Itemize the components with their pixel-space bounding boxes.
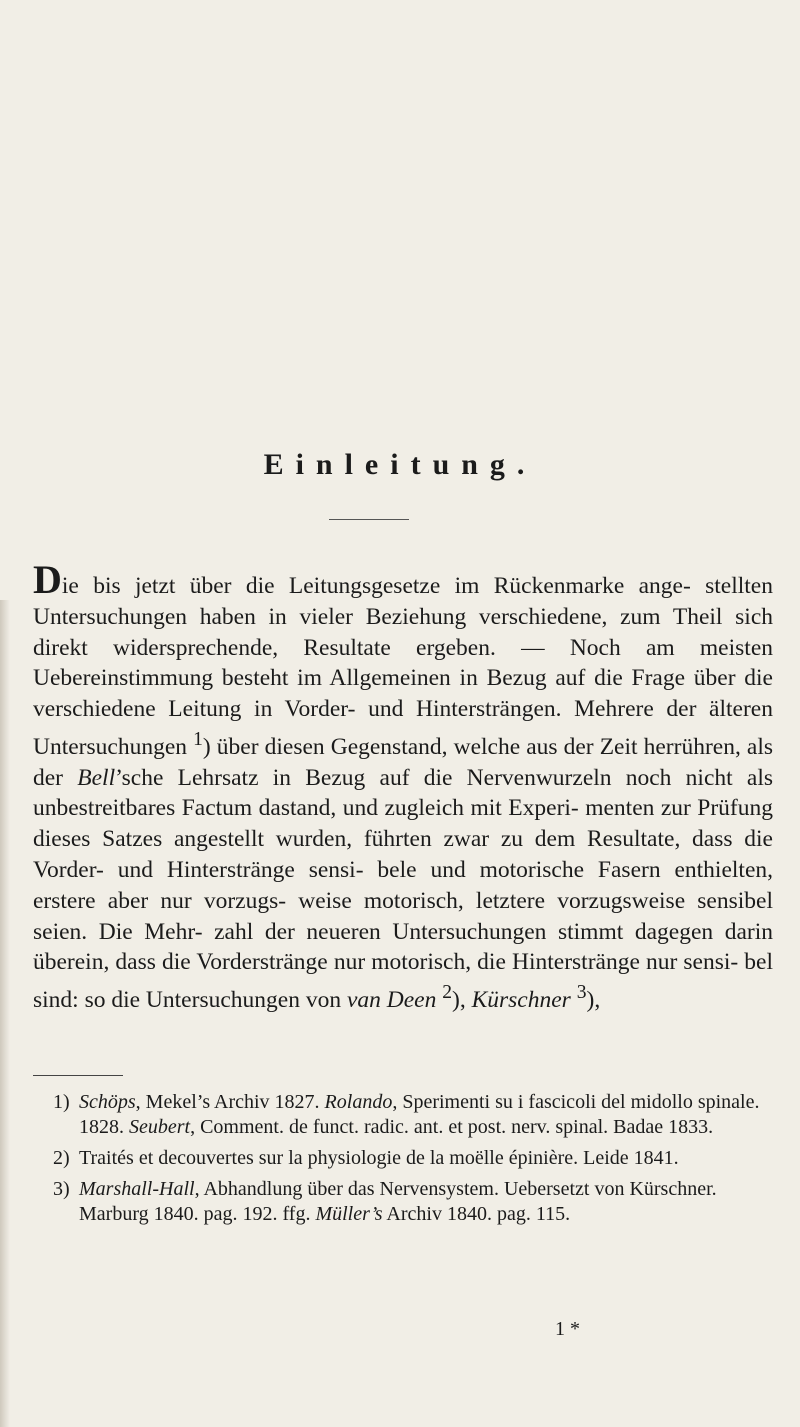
body-paragraph: Die bis jetzt über die Leitungsgesetze im Rückenmarke ange- stellten Untersuchungen haben in vieler Beziehung verschiedene, zum Theil sich direkt widersprechende, Resultate ergeben. — Noch am meisten Uebereinstimmung besteht im Allgemeinen in Bezug auf die Frage über die verschiedene Leitung in Vorder- und Hintersträngen. Mehrere der älteren Untersuchungen $^1$) über diesen Gegenstand, welche aus der Zeit herrühren, als der Bell’sche Lehrsatz in Bezug auf die Nervenwurzeln noch nicht als unbestreitbares Factum dastand, und zugleich mit Experi- menten zur Prüfung dieses Satzes angestellt wurden, führten zwar zu dem Resultate, dass die Vorder- und Hinterstränge sensi- bele und motorische Fasern enthielten, erstere aber nur vorzugs- weise motorisch, letztere vorzugsweise sensibel seien. Die Mehr- zahl der neueren Untersuchungen stimmt dagegen darin überein, dass die Vorderstränge nur motorisch, die Hinterstränge nur sensi- bel sind: so die Untersuchungen von van Deen $^2$), Kürschner $^3$),	[33, 557, 774, 1014]
footnote-number: 2)	[53, 1147, 70, 1169]
footnote-text: Archiv 1840. pag. 115.	[382, 1203, 571, 1225]
author-name: Müller’s	[315, 1203, 383, 1225]
author-name: Schöps	[79, 1091, 136, 1113]
footnotes	[33, 1090, 773, 1233]
body-text-segment: über diesen Gegenstand, welche aus der Zeit herrühren, als der	[33, 733, 774, 791]
footnote-number: 3)	[53, 1178, 70, 1200]
footnote-2	[33, 1146, 773, 1171]
binding-shadow	[0, 600, 10, 1427]
footnote-rule	[33, 1075, 123, 1076]
author-name: Rolando	[324, 1091, 393, 1113]
footnote-1	[33, 1090, 773, 1140]
chapter-heading: Einleitung.	[263, 448, 537, 481]
footnote-ref: 2	[442, 982, 453, 1004]
author-name: van Deen	[346, 987, 437, 1014]
body-text-segment: ’sche Lehrsatz in Bezug auf die Nervenwurzeln noch nicht als unbestreitbares Factum dastand, und zugleich mit Experi- menten zur Prüfung dieses Satzes angestellt wurden, führten zwar zu dem Resultate, dass die Vorder- und Hinterstränge sensi- bele und motorische Fasern enthielten, erstere aber nur vorzugs- weise motorisch, letztere vorzugsweise sensibel seien. Die Mehr- zahl der neueren Untersuchungen stimmt dagegen darin überein, dass die Vorderstränge nur motorisch, die Hinterstränge nur sensi- bel sind: so die Untersuchungen von	[33, 764, 773, 1014]
heading-rule	[329, 519, 409, 520]
drop-cap: D	[33, 557, 62, 602]
signature-mark: 1 *	[555, 1318, 580, 1340]
footnote-number: 1)	[53, 1091, 70, 1113]
footnote-ref: 3	[576, 982, 587, 1004]
footnote-text: Traités et decouvertes sur la physiologie de la moëlle épinière. Leide 1841.	[79, 1147, 679, 1169]
author-name: Marshall-Hall	[79, 1178, 195, 1200]
footnote-text: , Sperimenti su i fascicoli del midollo spinale. 1828.	[79, 1091, 760, 1138]
author-name: Bell	[77, 764, 116, 791]
footnote-text: , Mekel’s Archiv 1827.	[135, 1091, 325, 1113]
body-text-segment: ,	[594, 987, 601, 1014]
body-text-segment: ie bis jetzt über die Leitungsgesetze im Rückenmarke ange- stellten Untersuchungen haben in vieler Beziehung verschiedene, zum Theil sich direkt widersprechende, Resultate ergeben. — Noch am meisten Uebereinstimmung besteht im Allgemeinen in Bezug auf die Frage über die verschiedene Leitung in Vorder- und Hintersträngen. Mehrere der älteren Untersuchungen	[33, 573, 773, 760]
footnote-text: , Comment. de funct. radic. ant. et post. nerv. spinal. Badae 1833.	[190, 1116, 714, 1138]
author-name: Kürschner	[471, 987, 571, 1014]
footnote-3	[33, 1177, 773, 1227]
footnote-text: , Abhandlung über das Nervensystem. Uebersetzt von Kürschner. Marburg 1840. pag. 192. ffg.	[79, 1178, 717, 1225]
body-text-segment: ,	[459, 987, 472, 1014]
author-name: Seubert	[129, 1116, 191, 1138]
footnote-ref: 1	[193, 728, 203, 750]
